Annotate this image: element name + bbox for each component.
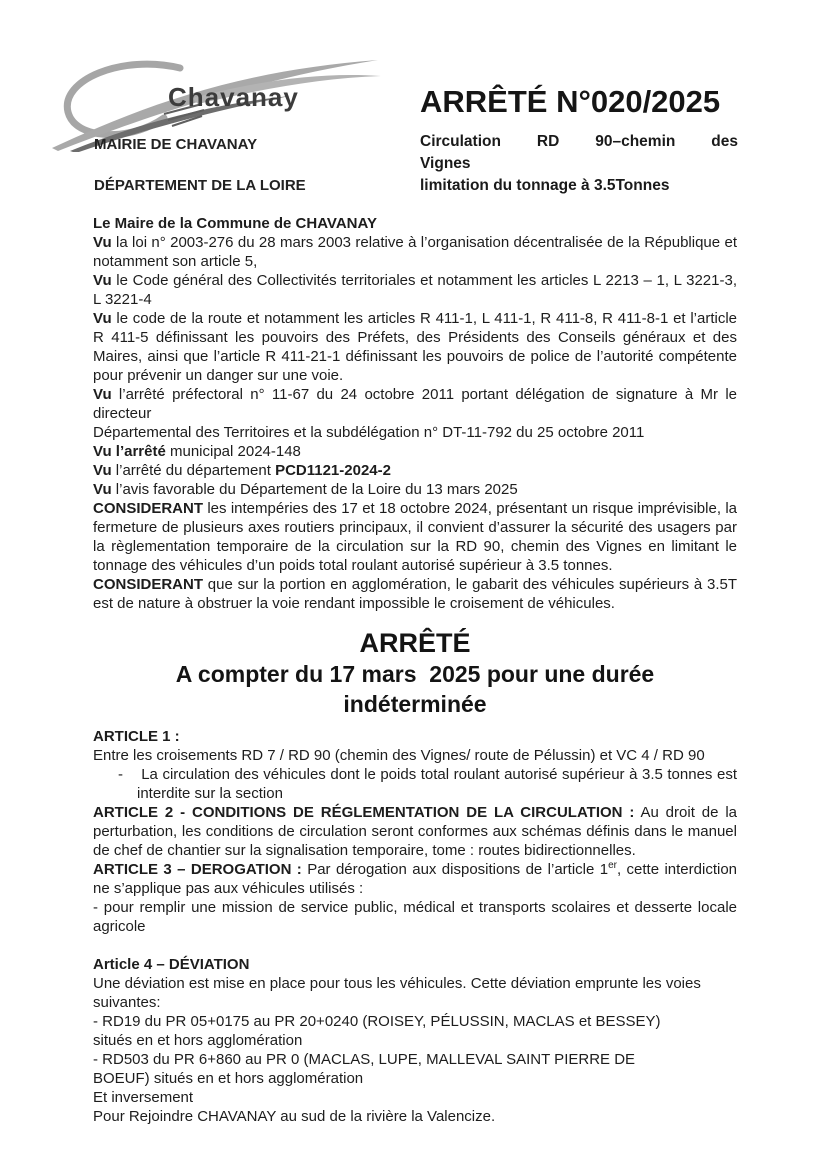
decree-header xyxy=(420,84,738,197)
maire-heading: Le Maire de la Commune de CHAVANAY xyxy=(93,215,377,232)
spacer xyxy=(93,936,737,955)
visa-departement: Vu l’arrêté du département PCD1121-2024-2 xyxy=(93,462,391,479)
decree-number: ARRÊTÉ N°020/2025 xyxy=(420,84,721,119)
considerant-2: CONSIDERANT que sur la portion en agglomération, le gabarit des véhicules supérieurs à 3.5T est de nature à obstruer la voie rendant impossible le croisement de véhicules. xyxy=(93,576,737,612)
decree-subject-line-1: Circulation RD 90–chemin des xyxy=(420,133,738,150)
visa-avis-favorable: Vu l’avis favorable du Département de la Loire du 13 mars 2025 xyxy=(93,481,518,498)
decree-title: ARRÊTÉ xyxy=(359,628,471,658)
decree-subject xyxy=(420,131,738,197)
article-4-heading: Article 4 – DÉVIATION xyxy=(93,956,250,973)
article-3-exception: - pour remplir une mission de service public, médical et transports scolaires et desserte locale agricole xyxy=(93,899,737,935)
decree-subject-line-2: Vignes xyxy=(420,155,471,172)
article-1-line: Entre les croisements RD 7 / RD 90 (chemin des Vignes/ route de Pélussin) et VC 4 / RD 90 xyxy=(93,747,705,764)
preamble-section xyxy=(93,214,737,613)
decree-subtitle-line-1: A compter du 17 mars 2025 pour une durée xyxy=(175,661,655,687)
article-4-intro: Une déviation est mise en place pour tous les véhicules. Cette déviation emprunte les voies suivantes: xyxy=(93,975,701,1011)
decree-body xyxy=(93,214,737,1126)
visa-loi: Vu la loi n° 2003-276 du 28 mars 2003 relative à l’organisation décentralisée de la République et notamment son article 5, xyxy=(93,234,737,270)
article-1-bullet: - La circulation des véhicules dont le poids total roulant autorisé supérieur à 3.5 tonnes est interdite sur la section xyxy=(118,766,737,802)
decree-subtitle-line-2: indéterminée xyxy=(343,691,487,717)
et-inversement: Et inversement xyxy=(93,1089,194,1106)
deviation-rd19: - RD19 du PR 05+0175 au PR 20+0240 (ROISEY, PÉLUSSIN, MACLAS et BESSEY) situés en et hors agglomération xyxy=(93,1013,661,1049)
mairie-label: MAIRIE DE CHAVANAY xyxy=(94,136,258,153)
decree-subject-line-3: limitation du tonnage à 3.5Tonnes xyxy=(420,177,670,194)
considerant-1: CONSIDERANT les intempéries des 17 et 18 octobre 2024, présentant un risque imprévisible, la fermeture de plusieurs axes routiers principaux, il convient d’assurer la sécurité des usagers par la règlementation temporaire de la circulation sur la RD 90, chemin des Vignes en limitant le tonnage des véhicules d’un poids total roulant autorisé supérieur à 3.5 tonnes. xyxy=(93,500,737,574)
visa-prefectoral: Vu l’arrêté préfectoral n° 11-67 du 24 octobre 2011 portant délégation de signature à Mr le directeur xyxy=(93,386,737,422)
departement-label: DÉPARTEMENT DE LA LOIRE xyxy=(94,177,306,194)
rejoindre-chavanay: Pour Rejoindre CHAVANAY au sud de la rivière la Valencize. xyxy=(93,1108,496,1125)
article-3: ARTICLE 3 – DEROGATION : Par dérogation aux dispositions de l’article 1er, cette interdiction ne s’applique pas aux véhicules utilisés : xyxy=(93,860,737,897)
visa-cgct: Vu le Code général des Collectivités territoriales et notamment les articles L 2213 – 1, L 3221-3, L 3221-4 xyxy=(93,272,737,308)
visa-municipal: Vu l’arrêté municipal 2024-148 xyxy=(93,443,301,460)
visa-prefectoral-suite: Départemental des Territoires et la subdélégation n° DT-11-792 du 25 octobre 2011 xyxy=(93,424,645,441)
article-1-heading: ARTICLE 1 : xyxy=(93,728,180,745)
article-2: ARTICLE 2 - CONDITIONS DE RÉGLEMENTATION DE LA CIRCULATION : Au droit de la perturbation, les conditions de circulation seront conformes aux schémas définis dans le manuel de chef de chantier sur la signalisation temporaire, tome : routes bidirectionnelles. xyxy=(93,804,737,859)
decree-subtitle xyxy=(93,659,737,719)
articles-section xyxy=(93,727,737,1126)
visa-code-route: Vu le code de la route et notamment les articles R 411-1, L 411-1, R 411-8, R 411-8-1 et l’article R 411-5 définissant les pouvoirs des Préfets, des Présidents des Conseils généraux et des Maires, ainsi que l’article R 411-21-1 définissant les pouvoirs de police de l’autorité compétente pour prévenir un danger sur une voie. xyxy=(93,310,737,384)
deviation-rd503: - RD503 du PR 6+860 au PR 0 (MACLAS, LUPE, MALLEVAL SAINT PIERRE DE BOEUF) situés en et hors agglomération xyxy=(93,1051,636,1087)
chavanay-logo-text: Chavanay xyxy=(168,82,299,112)
